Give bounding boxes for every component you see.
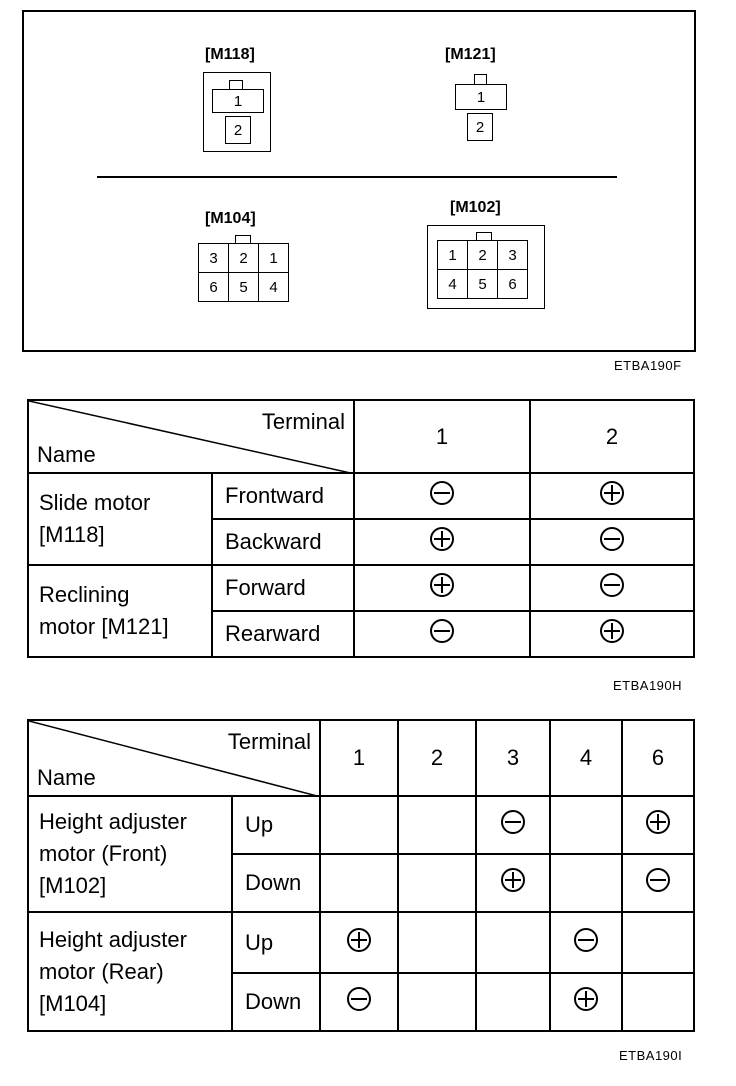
column-header: 3 — [476, 720, 550, 796]
minus-icon — [429, 618, 455, 644]
table-code: ETBA190I — [619, 1048, 683, 1063]
plus-icon — [599, 480, 625, 506]
header-corner — [28, 400, 354, 473]
minus-icon — [500, 809, 526, 835]
connector-m121-pin: 1 — [455, 84, 507, 110]
column-header: 6 — [622, 720, 694, 796]
cell-symbol — [354, 565, 530, 611]
minus-icon — [599, 526, 625, 552]
connector-m102-pin: 1 — [437, 240, 468, 270]
direction-label: Forward — [212, 565, 354, 611]
connector-m104-pin: 4 — [258, 272, 289, 302]
divider — [97, 176, 617, 178]
cell-symbol — [530, 473, 694, 519]
cell-empty — [476, 973, 550, 1031]
direction-label: Backward — [212, 519, 354, 565]
cell-empty — [476, 912, 550, 973]
connector-m104-pin: 1 — [258, 243, 289, 273]
connector-label-m121: [M121] — [445, 46, 496, 63]
connector-m121-pin: 2 — [467, 113, 493, 141]
connector-m102-pin: 5 — [467, 269, 498, 299]
header-terminal: Terminal — [261, 409, 345, 434]
plus-icon — [429, 572, 455, 598]
connector-m104-pin: 5 — [228, 272, 259, 302]
connector-label-m118: [M118] — [205, 46, 255, 63]
column-header: 4 — [550, 720, 622, 796]
connector-panel — [22, 10, 696, 352]
connector-m102-pin: 3 — [497, 240, 528, 270]
connector-label-m104: [M104] — [205, 210, 256, 227]
cell-symbol — [622, 796, 694, 854]
direction-label: Frontward — [212, 473, 354, 519]
minus-icon — [429, 480, 455, 506]
cell-symbol — [476, 854, 550, 912]
motor-name-front: Height adjuster motor (Front) [M102] — [28, 796, 232, 912]
cell-empty — [398, 973, 476, 1031]
header-name: Name — [37, 442, 96, 467]
cell-symbol — [354, 519, 530, 565]
connector-m102-pin: 2 — [467, 240, 498, 270]
cell-symbol — [530, 565, 694, 611]
cell-symbol — [550, 973, 622, 1031]
direction-label: Up — [232, 912, 320, 973]
direction-label: Up — [232, 796, 320, 854]
minus-icon — [573, 927, 599, 953]
connector-m118-pin: 2 — [225, 116, 251, 144]
connector-m102-pin: 4 — [437, 269, 468, 299]
cell-symbol — [530, 519, 694, 565]
cell-symbol — [354, 473, 530, 519]
column-header: 2 — [530, 400, 694, 473]
motor-name-recline: Reclining motor [M121] — [28, 565, 212, 657]
plus-icon — [346, 927, 372, 953]
connector-m104-pin: 6 — [198, 272, 229, 302]
plus-icon — [645, 809, 671, 835]
cell-symbol — [354, 611, 530, 657]
column-header: 1 — [354, 400, 530, 473]
motor-terminal-table-1 — [27, 399, 695, 658]
table-code: ETBA190H — [613, 678, 683, 693]
cell-symbol — [320, 973, 398, 1031]
connector-m104-pin: 2 — [228, 243, 259, 273]
cell-empty — [622, 973, 694, 1031]
cell-empty — [622, 912, 694, 973]
column-header: 1 — [320, 720, 398, 796]
minus-icon — [599, 572, 625, 598]
cell-empty — [398, 912, 476, 973]
minus-icon — [346, 986, 372, 1012]
minus-icon — [645, 867, 671, 893]
header-corner — [28, 720, 320, 796]
plus-icon — [573, 986, 599, 1012]
cell-symbol — [320, 912, 398, 973]
connector-m118-pin: 1 — [212, 89, 264, 113]
cell-empty — [320, 854, 398, 912]
cell-symbol — [622, 854, 694, 912]
header-name: Name — [37, 765, 96, 790]
direction-label: Down — [232, 854, 320, 912]
cell-empty — [398, 796, 476, 854]
column-header: 2 — [398, 720, 476, 796]
motor-name-rear: Height adjuster motor (Rear) [M104] — [28, 912, 232, 1031]
plus-icon — [500, 867, 526, 893]
direction-label: Down — [232, 973, 320, 1031]
direction-label: Rearward — [212, 611, 354, 657]
cell-symbol — [550, 912, 622, 973]
cell-empty — [550, 796, 622, 854]
motor-name-slide: Slide motor [M118] — [28, 473, 212, 565]
connector-m104-pin: 3 — [198, 243, 229, 273]
header-terminal: Terminal — [227, 729, 311, 754]
plus-icon — [599, 618, 625, 644]
cell-symbol — [476, 796, 550, 854]
connector-m102-pin: 6 — [497, 269, 528, 299]
cell-empty — [398, 854, 476, 912]
connector-label-m102: [M102] — [450, 199, 501, 216]
plus-icon — [429, 526, 455, 552]
cell-empty — [320, 796, 398, 854]
cell-symbol — [530, 611, 694, 657]
cell-empty — [550, 854, 622, 912]
figure-code: ETBA190F — [614, 358, 682, 373]
motor-terminal-table-2 — [27, 719, 695, 1032]
